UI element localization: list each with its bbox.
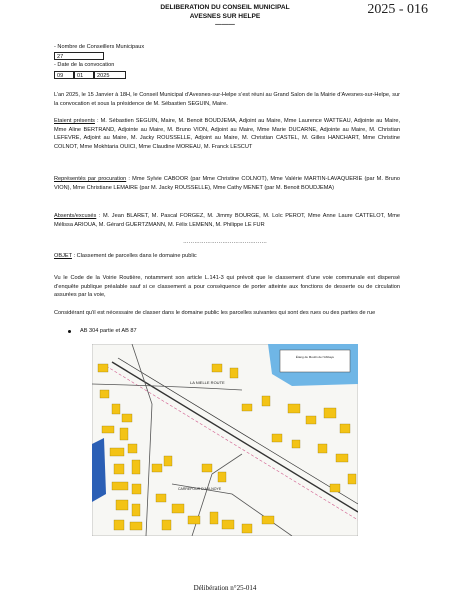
date-day-box — [54, 71, 74, 79]
header-title-line1: DELIBERATION DU CONSEIL MUNICIPAL — [160, 4, 290, 11]
crossroads-label: CARREFOUR D’AULNOYE — [178, 487, 222, 491]
cadastral-map — [92, 344, 358, 536]
pond-label-box — [280, 350, 350, 372]
road-label: LA NIELLE ROUTE — [190, 380, 225, 385]
date-year-box — [94, 71, 126, 79]
deliberation-reference: 2025 - 016 — [367, 2, 428, 17]
canal-shape — [92, 438, 106, 502]
pond-label: Étang de Moulin de l’Abbaye — [295, 355, 335, 359]
objet-paragraph — [54, 252, 400, 261]
footer-deliberation-number: Délibération n°25-014 — [193, 584, 257, 592]
separator: ……………………………………… — [183, 239, 267, 245]
list-item — [54, 327, 400, 336]
absents-paragraph — [54, 212, 400, 229]
conseillers-value-box — [54, 52, 104, 60]
absents-text: : M. Jean BLARET, M. Pascal FORGEZ, M. Jimmy BOURGE, M. Loïc PEROT, Mme Anne Laure CATTELOT, Mme Mélissa ARIOUA, M. Gérard GUERTZMANN, M. Félix LEMENN, M. Philippe LE FUR — [54, 213, 400, 228]
considerant-paragraph: Considérant qu’il est nécessaire de classer dans le domaine public les parcelles suivantes qui sont des rues ou des parties de rue — [54, 310, 376, 316]
header-underline: ——— — [215, 21, 235, 28]
parcel-item-text: AB 304 partie et AB 87 — [80, 328, 137, 334]
date-month: 01 — [77, 73, 84, 79]
date-day: 09 — [57, 73, 64, 79]
conseillers-label: - Nombre de Conseillers Municipaux — [54, 44, 145, 50]
presents-paragraph — [54, 117, 400, 151]
conseillers-value: 27 — [57, 54, 64, 60]
parcel-list — [54, 327, 400, 336]
objet-text: : Classement de parcelles dans le domaine public — [71, 253, 197, 259]
vu-paragraph: Vu le Code de la Voirie Routière, notamment son article L.141-3 qui prévoit que le classement d’une voie communale est dispensé d’enquête publique préalable sauf si ce classement a pour conséquence de porter atteinte aux fonctions de desserte ou de circulation assurées par la voie, — [54, 275, 400, 299]
convocation-date-label: - Date de la convocation — [54, 62, 115, 68]
presents-text: : M. Sébastien SEGUIN, Maire, M. Benoit BOUDJEMA, Adjoint au Maire, Mme Laurence WATTEAU, Adjointe au Maire, Mme Aline BERTRAND, Adjointe au Maire, M. Bruno VION, Adjoint au Maire, Mme Marie DUCARNE, Adjointe au Maire, M. Christian LEFEVRE, Adjoint au Maire, M. Jacky ROUSSELLE, Adjoint au Maire, M. Christian CASTEL, M. Gilles HANCHART, Mme Christine COLNOT, Mme Mokhtaria OUICI, Mme Claudine MOREAU, M. Franck LESCUT — [54, 118, 400, 150]
procuration-label: Représentés par procuration — [54, 176, 127, 182]
procuration-text: : Mme Sylvie CABOOR (par Mme Christine COLNOT), Mme Valérie MARTIN-LAVAQUERIE (par M. Bruno VION), Mme Christiane LEMAIRE (par M. Jacky ROUSSELLE), Mme Cathy MENET (par M. Benoit BOUDJEMA) — [54, 176, 400, 191]
date-year: 2025 — [97, 73, 110, 79]
intro-paragraph: L’an 2025, le 15 Janvier à 18H, le Conseil Municipal d’Avesnes-sur-Helpe s’est réuni au Grand Salon de la Mairie d’Avesnes-sur-Helpe, sur la convocation et sous la présidence de M. Sébastien SEGUIN, Maire. — [54, 92, 400, 107]
objet-label: OBJET — [54, 253, 72, 259]
header-title-line2: AVESNES SUR HELPE — [189, 12, 261, 20]
presents-label: Etaient présents — [54, 118, 95, 124]
procuration-paragraph — [54, 175, 400, 192]
bullet-icon — [68, 330, 71, 333]
date-month-box — [74, 71, 94, 79]
absents-label: Absents/excusés — [54, 213, 97, 219]
